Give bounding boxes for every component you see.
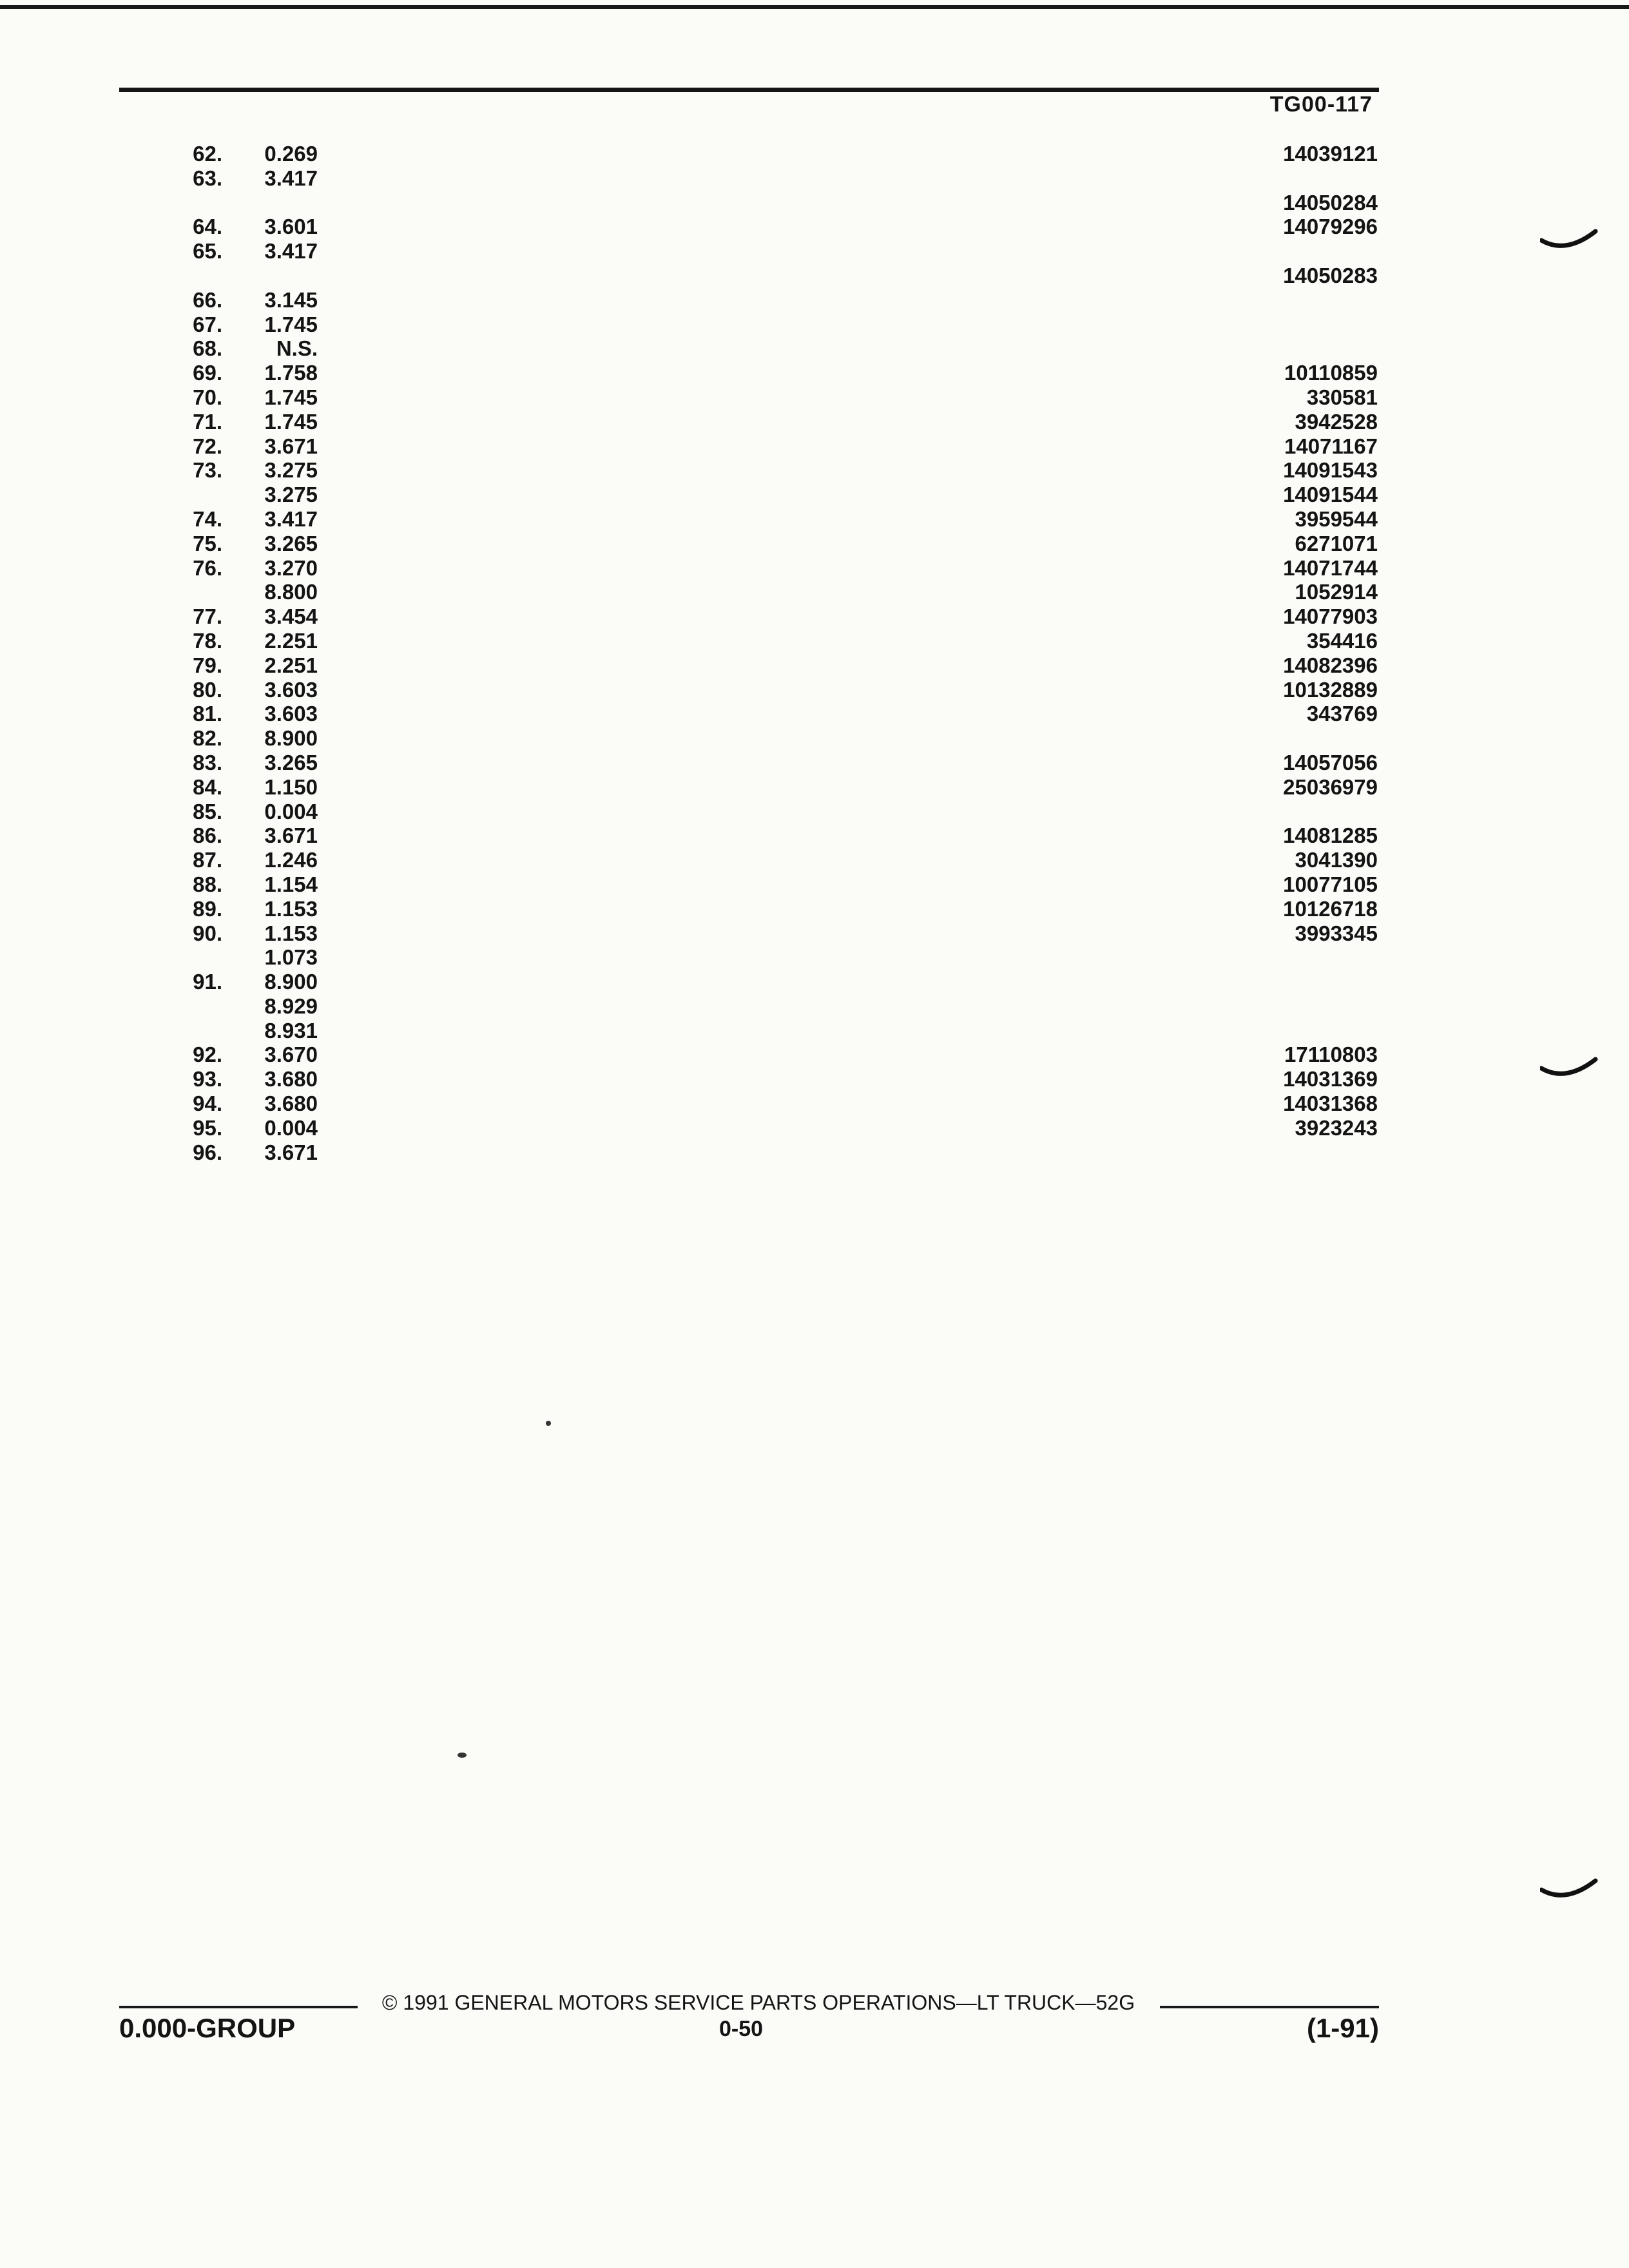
parts-row	[0, 702, 1629, 726]
item-number: 64.	[193, 215, 222, 239]
part-number: 3959544	[1295, 506, 1378, 531]
group-number: 1.246	[264, 848, 318, 872]
group-number: 8.929	[264, 994, 318, 1018]
parts-row	[0, 336, 1629, 361]
parts-row	[0, 678, 1629, 702]
parts-row	[0, 872, 1629, 897]
parts-row	[0, 921, 1629, 946]
group-number: 8.900	[264, 726, 318, 751]
group-number: 3.265	[264, 531, 318, 555]
group-number: 3.671	[264, 1140, 318, 1164]
group-number: 2.251	[264, 653, 318, 677]
parts-row	[0, 775, 1629, 800]
parts-row	[0, 580, 1629, 604]
part-number: 14050283	[1283, 263, 1378, 287]
part-number: 17110803	[1284, 1043, 1378, 1067]
part-number: 14031369	[1283, 1067, 1378, 1091]
group-number: 3.275	[264, 458, 318, 483]
item-number: 86.	[193, 823, 222, 848]
footer-date: (1-91)	[1306, 2013, 1379, 2043]
group-number: 3.680	[264, 1067, 318, 1091]
item-number: 88.	[193, 872, 222, 896]
item-number: 68.	[193, 336, 222, 361]
parts-row	[0, 653, 1629, 678]
part-number: 14039121	[1283, 142, 1378, 166]
parts-row	[0, 726, 1629, 751]
footer-rule-right	[1160, 2006, 1379, 2008]
header-rule	[119, 88, 1379, 92]
part-number: 10110859	[1284, 361, 1378, 385]
item-number: 66.	[193, 287, 222, 312]
part-number: 14082396	[1283, 653, 1378, 677]
group-number: 0.004	[264, 799, 318, 823]
group-number: 1.745	[264, 409, 318, 434]
part-number: 14091544	[1283, 483, 1378, 507]
footer-group-label: 0.000-GROUP	[119, 2013, 296, 2043]
parts-row	[0, 800, 1629, 824]
part-number: 14071744	[1283, 555, 1378, 580]
group-number: 3.671	[264, 823, 318, 848]
parts-row	[0, 434, 1629, 459]
part-number: 14081285	[1283, 823, 1378, 848]
parts-row	[0, 410, 1629, 434]
item-number: 62.	[193, 142, 222, 166]
parts-row	[0, 994, 1629, 1019]
parts-row	[0, 751, 1629, 775]
part-number: 3993345	[1295, 921, 1378, 945]
part-number: 14031368	[1283, 1091, 1378, 1116]
part-number: 330581	[1306, 385, 1378, 409]
group-number: 1.073	[264, 945, 318, 970]
group-number: 1.153	[264, 921, 318, 945]
item-number: 93.	[193, 1067, 222, 1091]
group-number: 3.145	[264, 287, 318, 312]
group-number: 1.745	[264, 312, 318, 336]
group-number: N.S.	[276, 336, 318, 361]
parts-row	[0, 483, 1629, 507]
item-number: 91.	[193, 970, 222, 994]
part-number: 6271071	[1295, 531, 1378, 555]
parts-row	[0, 629, 1629, 653]
parts-row	[0, 556, 1629, 581]
group-number: 3.603	[264, 702, 318, 726]
parts-row	[0, 507, 1629, 532]
group-number: 1.150	[264, 774, 318, 799]
parts-row	[0, 361, 1629, 385]
parts-row	[0, 897, 1629, 921]
group-number: 3.670	[264, 1043, 318, 1067]
item-number: 65.	[193, 239, 222, 264]
item-number: 69.	[193, 361, 222, 385]
item-number: 63.	[193, 166, 222, 190]
parts-row	[0, 532, 1629, 556]
group-number: 3.265	[264, 750, 318, 774]
item-number: 94.	[193, 1091, 222, 1116]
group-number: 3.417	[264, 166, 318, 190]
group-number: 3.603	[264, 677, 318, 702]
item-number: 84.	[193, 774, 222, 799]
group-number: 3.270	[264, 555, 318, 580]
top-edge-rule	[0, 5, 1629, 9]
group-number: 0.269	[264, 142, 318, 166]
parts-row	[0, 1043, 1629, 1067]
footer-copyright: © 1991 GENERAL MOTORS SERVICE PARTS OPERATIONS—LT TRUCK—52G	[381, 1991, 1135, 2014]
group-number: 1.153	[264, 896, 318, 921]
catalog-code: TG00-117	[1269, 92, 1373, 117]
part-number: 10132889	[1283, 677, 1378, 702]
parts-row	[0, 142, 1629, 166]
part-number: 10077105	[1283, 872, 1378, 896]
parts-row	[0, 458, 1629, 483]
group-number: 8.900	[264, 970, 318, 994]
item-number: 92.	[193, 1043, 222, 1067]
scan-speck	[458, 1753, 467, 1758]
item-number: 89.	[193, 896, 222, 921]
group-number: 3.454	[264, 604, 318, 629]
footer-rule-left	[119, 2006, 358, 2008]
part-number: 14077903	[1283, 604, 1378, 629]
item-number: 78.	[193, 628, 222, 653]
parts-row	[0, 215, 1629, 239]
parts-row	[0, 604, 1629, 629]
item-number: 79.	[193, 653, 222, 677]
group-number: 3.601	[264, 215, 318, 239]
group-number: 3.680	[264, 1091, 318, 1116]
part-number: 1052914	[1295, 580, 1378, 604]
part-number: 3942528	[1295, 409, 1378, 434]
group-number: 3.417	[264, 506, 318, 531]
group-number: 3.671	[264, 434, 318, 458]
group-number: 1.154	[264, 872, 318, 896]
group-number: 1.758	[264, 361, 318, 385]
part-number: 25036979	[1283, 774, 1378, 799]
part-number: 14091543	[1283, 458, 1378, 483]
item-number: 83.	[193, 750, 222, 774]
parts-row	[0, 1140, 1629, 1165]
item-number: 74.	[193, 506, 222, 531]
part-number: 354416	[1306, 628, 1378, 653]
item-number: 67.	[193, 312, 222, 336]
group-number: 3.275	[264, 483, 318, 507]
group-number: 8.800	[264, 580, 318, 604]
parts-row	[0, 823, 1629, 848]
item-number: 85.	[193, 799, 222, 823]
binder-mark-icon	[1540, 229, 1598, 261]
part-number: 10126718	[1283, 896, 1378, 921]
parts-row	[0, 1019, 1629, 1043]
parts-row	[0, 1091, 1629, 1116]
parts-list	[0, 142, 1629, 1164]
item-number: 90.	[193, 921, 222, 945]
part-number: 3041390	[1295, 848, 1378, 872]
scan-speck	[546, 1421, 551, 1426]
item-number: 71.	[193, 409, 222, 434]
part-number: 14050284	[1283, 190, 1378, 215]
group-number: 3.417	[264, 239, 318, 264]
part-number: 14079296	[1283, 215, 1378, 239]
binder-mark-icon	[1540, 1878, 1598, 1910]
binder-mark-icon	[1540, 1057, 1598, 1089]
parts-row	[0, 166, 1629, 215]
parts-row	[0, 239, 1629, 288]
part-number: 14071167	[1284, 434, 1378, 458]
parts-row	[0, 945, 1629, 970]
item-number: 95.	[193, 1115, 222, 1140]
item-number: 96.	[193, 1140, 222, 1164]
item-number: 72.	[193, 434, 222, 458]
parts-row	[0, 288, 1629, 312]
item-number: 82.	[193, 726, 222, 751]
group-number: 0.004	[264, 1115, 318, 1140]
parts-row	[0, 312, 1629, 337]
item-number: 75.	[193, 531, 222, 555]
item-number: 76.	[193, 555, 222, 580]
item-number: 87.	[193, 848, 222, 872]
item-number: 81.	[193, 702, 222, 726]
item-number: 77.	[193, 604, 222, 629]
parts-row	[0, 385, 1629, 410]
part-number: 14057056	[1283, 750, 1378, 774]
item-number: 73.	[193, 458, 222, 483]
parts-row	[0, 848, 1629, 872]
parts-row	[0, 1067, 1629, 1091]
item-number: 70.	[193, 385, 222, 409]
group-number: 1.745	[264, 385, 318, 409]
parts-row	[0, 1116, 1629, 1140]
item-number: 80.	[193, 677, 222, 702]
parts-row	[0, 970, 1629, 994]
part-number: 3923243	[1295, 1115, 1378, 1140]
group-number: 8.931	[264, 1018, 318, 1043]
part-number: 343769	[1306, 702, 1378, 726]
page-number: 0-50	[718, 2017, 764, 2041]
group-number: 2.251	[264, 628, 318, 653]
